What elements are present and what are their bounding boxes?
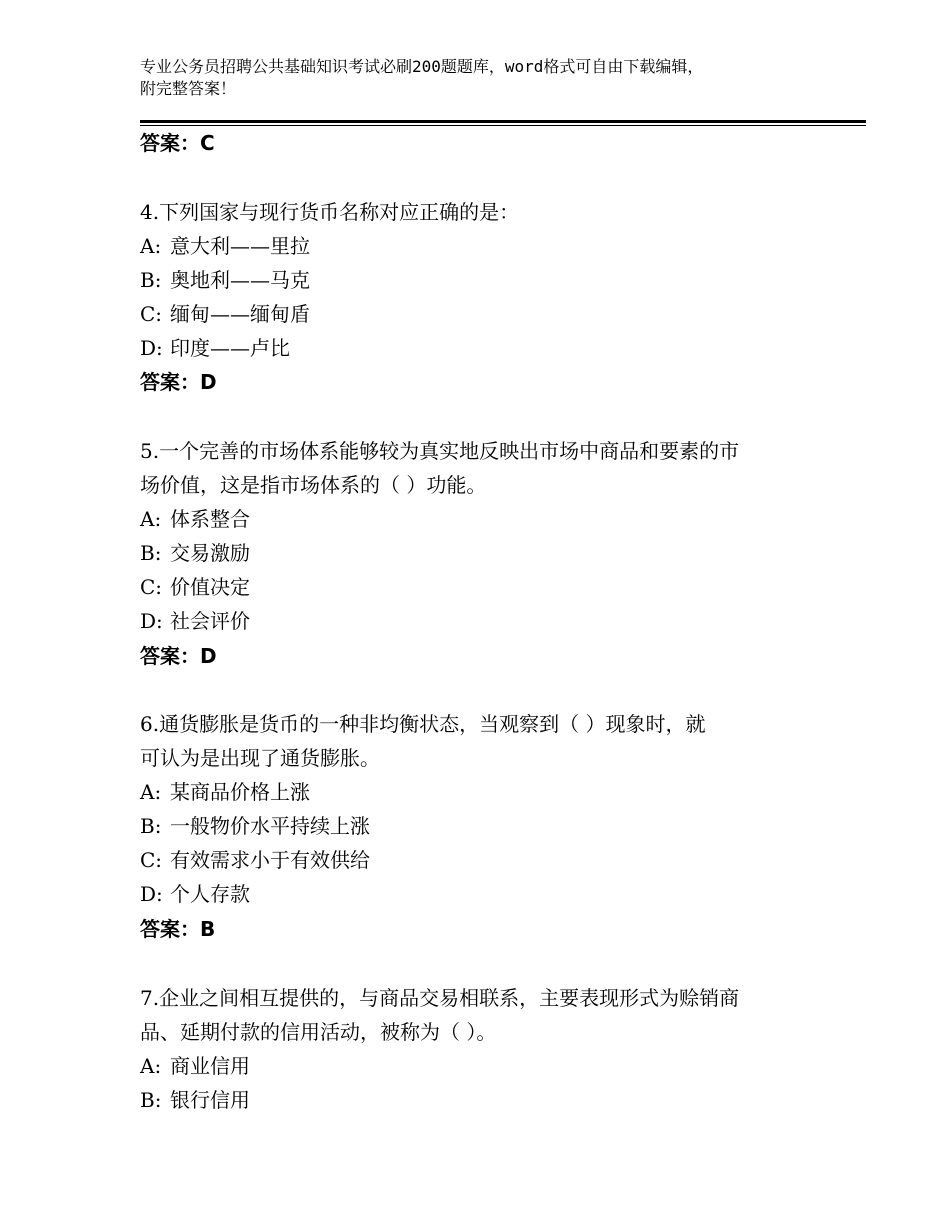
- option-key: B:: [140, 541, 162, 565]
- option-d: [140, 607, 250, 635]
- option-text: 意大利——里拉: [170, 234, 310, 258]
- option-key: A:: [140, 507, 162, 531]
- header-line-1: 专业公务员招聘公共基础知识考试必刷200题题库，word格式可自由下载编辑，: [140, 57, 704, 76]
- option-d: [140, 334, 290, 362]
- question-text: 6.通货膨胀是货币的一种非均衡状态，当观察到（ ）现象时，就: [140, 712, 706, 736]
- option-key: A:: [140, 1054, 162, 1078]
- option-key: D:: [140, 882, 163, 906]
- option-d: [140, 880, 250, 908]
- option-text: 一般物价水平持续上涨: [170, 814, 370, 838]
- answer-label: 答案：: [140, 370, 200, 394]
- option-text: 缅甸——缅甸盾: [170, 302, 310, 326]
- answer-label: 答案：: [140, 644, 200, 668]
- answer-value: B: [200, 917, 216, 941]
- option-a: [140, 232, 310, 260]
- option-b: [140, 539, 250, 567]
- option-key: A:: [140, 234, 162, 258]
- option-text: 交易激励: [170, 541, 250, 565]
- option-text: 奥地利——马克: [170, 268, 310, 292]
- option-key: D:: [140, 609, 163, 633]
- answer-line: [140, 129, 215, 157]
- option-a: [140, 505, 250, 533]
- option-text: 社会评价: [170, 609, 250, 633]
- option-key: B:: [140, 814, 162, 838]
- option-a: [140, 1052, 250, 1080]
- option-c: [140, 573, 250, 601]
- option-b: [140, 1086, 250, 1114]
- option-text: 印度——卢比: [170, 336, 290, 360]
- option-key: A:: [140, 780, 162, 804]
- option-key: C:: [140, 575, 163, 599]
- option-text: 有效需求小于有效供给: [170, 848, 370, 872]
- option-text: 某商品价格上涨: [170, 780, 310, 804]
- option-c: [140, 846, 370, 874]
- option-key: B:: [140, 268, 162, 292]
- answer-value: D: [200, 370, 217, 394]
- question-text-cont: 场价值，这是指市场体系的（ ）功能。: [140, 473, 487, 497]
- option-key: D:: [140, 336, 163, 360]
- option-a: [140, 778, 310, 806]
- header-line-2: 附完整答案！: [140, 79, 237, 98]
- option-b: [140, 266, 310, 294]
- question-text: 7.企业之间相互提供的，与商品交易相联系，主要表现形式为赊销商: [140, 986, 740, 1010]
- header-rule-thick: [140, 120, 866, 123]
- option-text: 体系整合: [170, 507, 250, 531]
- option-c: [140, 300, 310, 328]
- question-text-cont: 品、延期付款的信用活动，被称为（ ）。: [140, 1020, 497, 1044]
- option-key: C:: [140, 302, 163, 326]
- answer-label: 答案：: [140, 917, 200, 941]
- answer-value: D: [200, 644, 217, 668]
- option-text: 价值决定: [170, 575, 250, 599]
- answer-line: [140, 642, 217, 670]
- option-text: 商业信用: [170, 1054, 250, 1078]
- option-key: B:: [140, 1088, 162, 1112]
- option-b: [140, 812, 370, 840]
- question-text: 5.一个完善的市场体系能够较为真实地反映出市场中商品和要素的市: [140, 439, 740, 463]
- option-text: 银行信用: [170, 1088, 250, 1112]
- document-header: [140, 56, 830, 100]
- option-text: 个人存款: [170, 882, 250, 906]
- question-text-cont: 可认为是出现了通货膨胀。: [140, 746, 380, 770]
- option-key: C:: [140, 848, 163, 872]
- answer-line: [140, 368, 217, 396]
- answer-line: [140, 915, 215, 943]
- question-text: 4.下列国家与现行货币名称对应正确的是：: [140, 200, 520, 224]
- header-rule-thin: [140, 125, 866, 126]
- answer-value: C: [200, 131, 215, 155]
- answer-label: 答案：: [140, 131, 200, 155]
